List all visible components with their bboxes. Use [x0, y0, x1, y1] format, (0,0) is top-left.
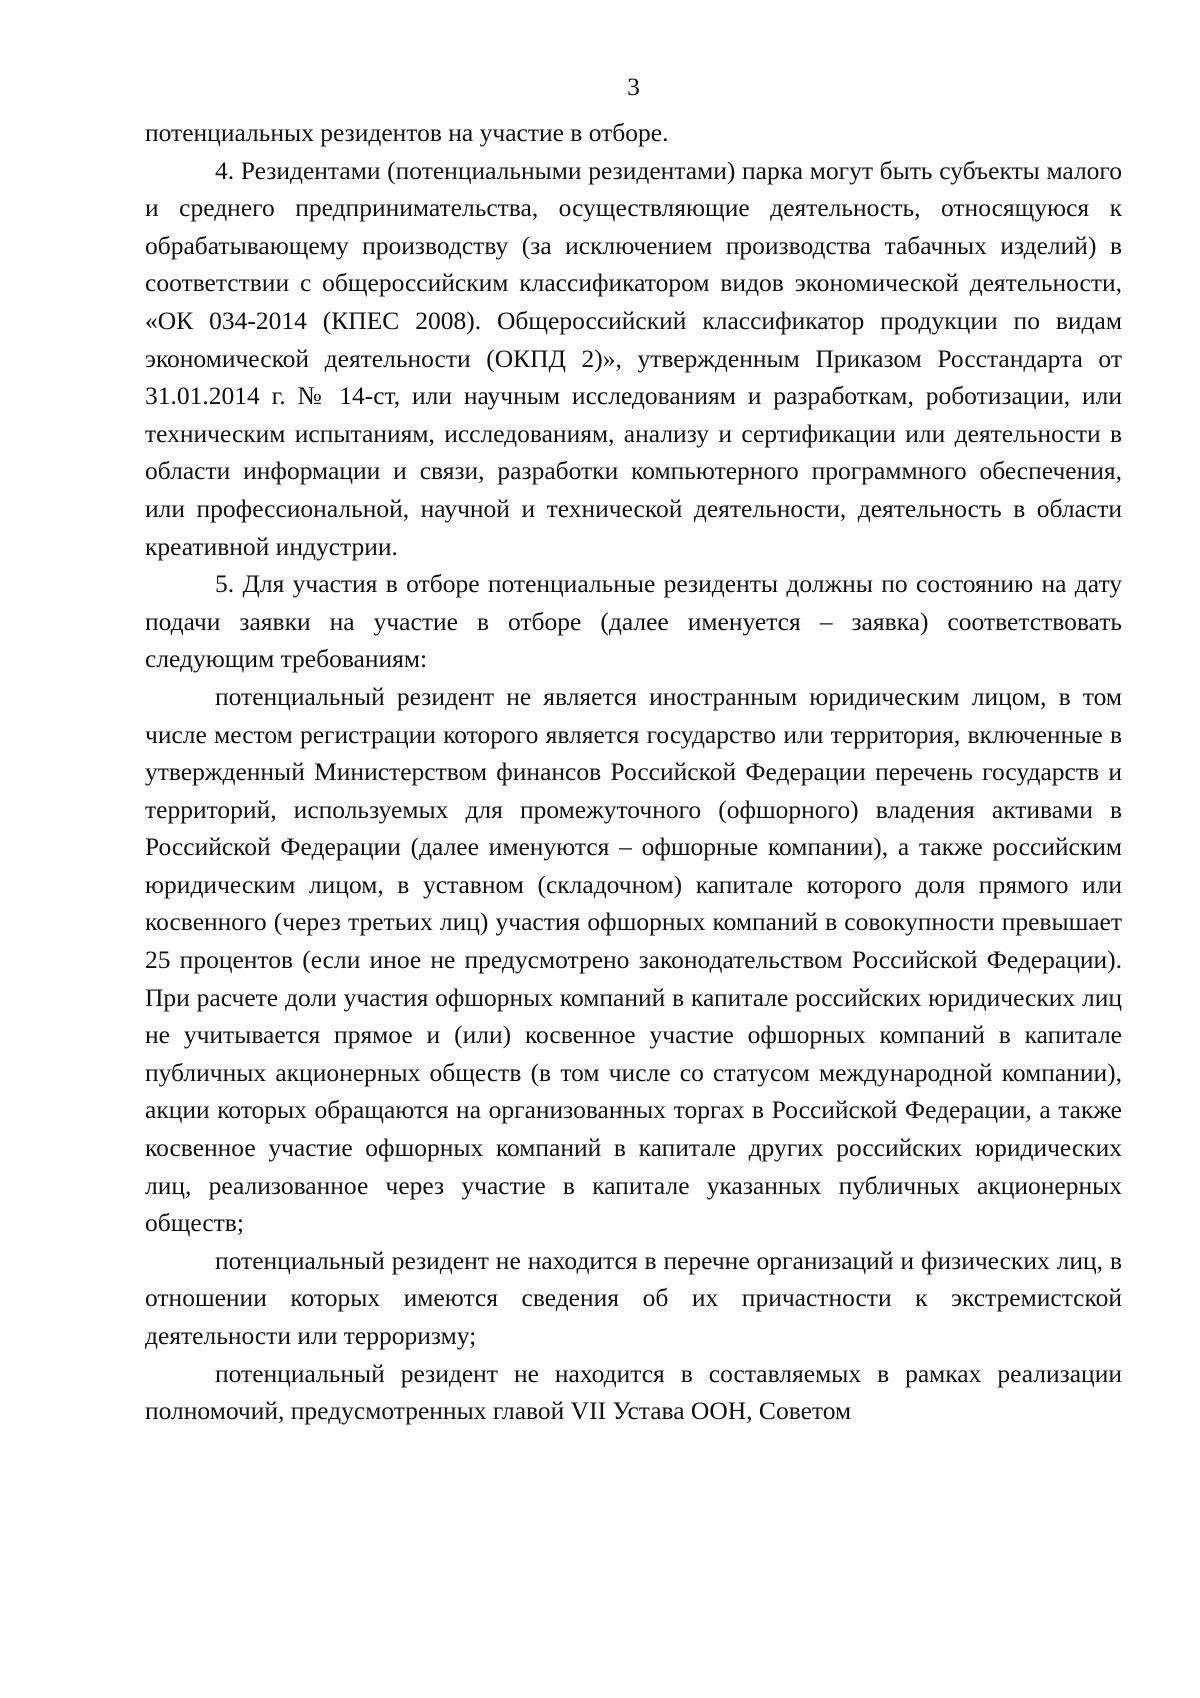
paragraph-item-5: 5. Для участия в отборе потенциальные резиденты должны по состоянию на дату подачи заявки на участие в отборе (далее именуется – заявка) соответствовать следующим требованиям:	[145, 569, 1122, 674]
document-body	[145, 114, 1122, 1430]
requirement-offshore: потенциальный резидент не является иностранным юридическим лицом, в том числе местом регистрации которого является государство или территория, включенные в утвержденный Министерством финансов Российской Федерации перечень государств и территорий, используемых для промежуточного (офшорного) владения активами в Российской Федерации (далее именуются – офшорные компании), а также российским юридическим лицом, в уставном (складочном) капитале которого доля прямого или косвенного (через третьих лиц) участия офшорных компаний в совокупности превышает 25 процентов (если иное не предусмотрено законодательством Российской Федерации). При расчете доли участия офшорных компаний в капитале российских юридических лиц не учитывается прямое и (или) косвенное участие офшорных компаний в капитале публичных акционерных обществ (в том числе со статусом международной компании), акции которых обращаются на организованных торгах в Российской Федерации, а также косвенное участие офшорных компаний в капитале других российских юридических лиц, реализованное через участие в капитале указанных публичных акционерных обществ;	[145, 681, 1122, 1238]
page-number: 3	[627, 72, 640, 101]
requirement-un-lists: потенциальный резидент не находится в составляемых в рамках реализации полномочий, предусмотренных главой VII Устава ООН, Советом	[145, 1358, 1122, 1426]
requirement-extremism-list: потенциальный резидент не находится в перечне организаций и физических лиц, в отношении которых имеются сведения об их причастности к экстремистской деятельности или терроризму;	[145, 1245, 1122, 1350]
paragraph-continuation: потенциальных резидентов на участие в отборе.	[145, 118, 669, 147]
paragraph-item-4: 4. Резидентами (потенциальными резидентами) парка могут быть субъекты малого и среднего предпринимательства, осуществляющие деятельность, относящуюся к обрабатывающему производству (за исключением производства табачных изделий) в соответствии с общероссийским классификатором видов экономической деятельности, «ОК 034-2014 (КПЕС 2008). Общероссийский классификатор продукции по видам экономической деятельности (ОКПД 2)», утвержденным Приказом Росстандарта от 31.01.2014 г. № 14-ст, или научным исследованиям и разработкам, роботизации, или техническим испытаниям, исследованиям, анализу и сертификации или деятельности в области информации и связи, разработки компьютерного программного обеспечения, или профессиональной, научной и технической деятельности, деятельность в области креативной индустрии.	[145, 155, 1122, 561]
